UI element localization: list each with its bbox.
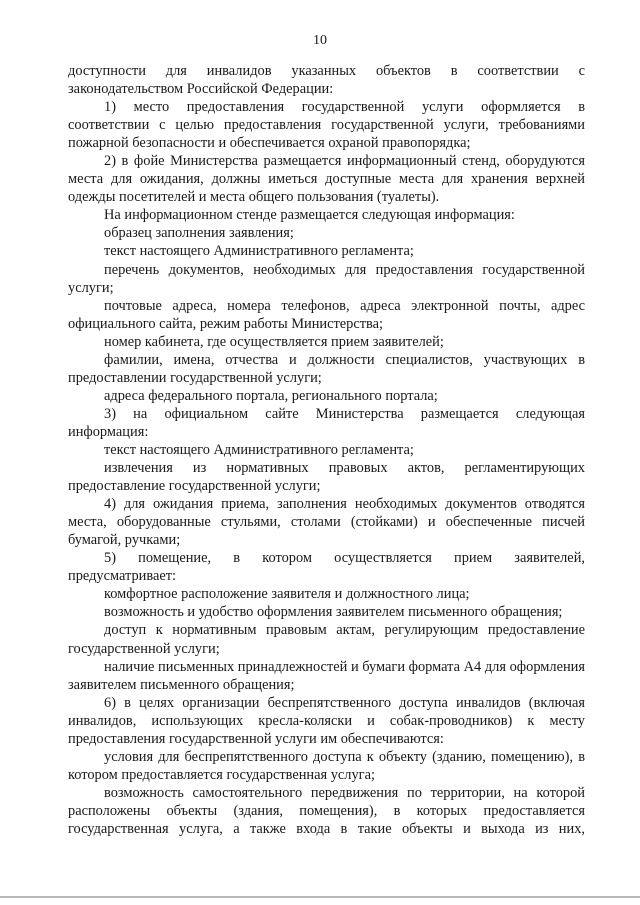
- scan-edge-divider: [0, 896, 640, 898]
- page-number: 10: [313, 33, 327, 48]
- list-item-office-number: номер кабинета, где осуществляется прием заявителей;: [104, 333, 444, 350]
- paragraph-stand-info-intro: На информационном стенде размещается следующая информация:: [104, 207, 515, 224]
- list-item-independent-movement: возможность самостоятельного передвижения по территории, на которой расположены объекты (здания, помещения), в которых предоставляется государственная услуга, а также входа в такие объекты и выхода из них,: [68, 784, 585, 837]
- paragraph-item-6-disabled-access: 6) в целях организации беспрепятственного доступа инвалидов (включая инвалидов, использующих кресла-коляски и собак-проводников) к месту предоставления государственной услуги им обеспечиваются:: [68, 694, 585, 747]
- list-item-portal-addresses: адреса федерального портала, регионального портала;: [104, 387, 438, 404]
- list-item-legal-acts-access: доступ к нормативным правовым актам, регулирующим предоставление государственной услуги;: [68, 622, 585, 657]
- list-item-contact-addresses: почтовые адреса, номера телефонов, адреса электронной почты, адрес официального сайта, режим работы Министерства;: [68, 297, 585, 332]
- paragraph-item-1-service-place: 1) место предоставления государственной услуги оформляется в соответствии с целью предоставления государственной услуги, требованиями пожарной безопасности и обеспечивается охраной правопорядка;: [68, 99, 585, 152]
- list-item-site-regulation-text: текст настоящего Административного регламента;: [104, 441, 414, 458]
- list-item-regulation-text: текст настоящего Административного регламента;: [104, 243, 414, 260]
- document-body: [68, 62, 585, 838]
- list-item-written-request: возможность и удобство оформления заявителем письменного обращения;: [104, 604, 563, 621]
- list-item-legal-extracts: извлечения из нормативных правовых актов, регламентирующих предоставление государственной услуги;: [68, 460, 585, 495]
- list-item-writing-supplies: наличие письменных принадлежностей и бумаги формата А4 для оформления заявителем письменного обращения;: [68, 658, 585, 693]
- paragraph-item-5-reception-room: 5) помещение, в котором осуществляется прием заявителей, предусматривает:: [68, 550, 585, 585]
- list-item-barrier-free-conditions: условия для беспрепятственного доступа к объекту (зданию, помещению), в котором предоставляется государственная услуга;: [68, 748, 585, 783]
- paragraph-item-3-official-site: 3) на официальном сайте Министерства размещается следующая информация:: [68, 405, 585, 440]
- paragraph-item-2-lobby-stand: 2) в фойе Министерства размещается информационный стенд, оборудуются места для ожидания, должны иметься доступные места для хранения верхней одежды посетителей и места общего пользования (туалеты).: [68, 153, 585, 206]
- list-item-specialists: фамилии, имена, отчества и должности специалистов, участвующих в предоставлении государственной услуги;: [68, 351, 585, 386]
- paragraph-item-4-waiting-places: 4) для ожидания приема, заполнения необходимых документов отводятся места, оборудованные стульями, столами (стойками) и обеспеченные писчей бумагой, ручками;: [68, 496, 585, 549]
- list-item-application-sample: образец заполнения заявления;: [104, 225, 294, 242]
- list-item-comfortable-seating: комфортное расположение заявителя и должностного лица;: [104, 586, 470, 603]
- list-item-documents-list: перечень документов, необходимых для предоставления государственной услуги;: [68, 261, 585, 296]
- paragraph-accessibility-continuation: доступности для инвалидов указанных объектов в соответствии с законодательством Российской Федерации:: [68, 63, 585, 98]
